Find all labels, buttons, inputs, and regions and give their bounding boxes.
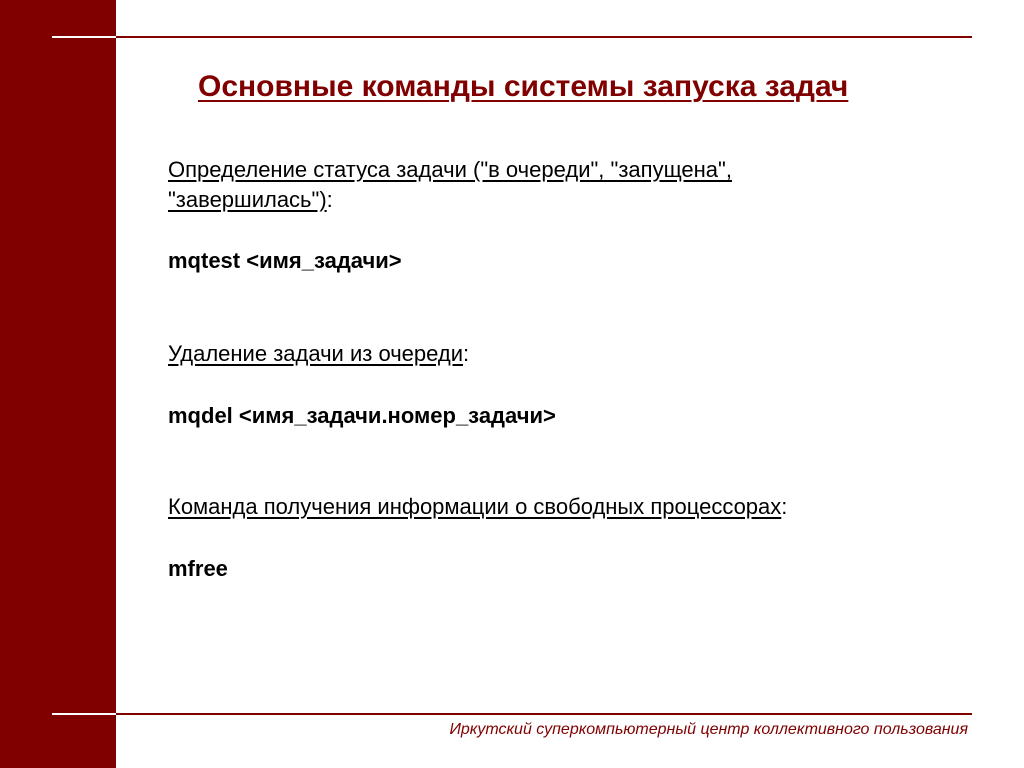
top-rule-left-segment bbox=[52, 36, 116, 38]
command-mqtest: mqtest <имя_задачи> bbox=[168, 248, 402, 273]
section-free-text: Команда получения информации о свободных процессорах bbox=[168, 494, 782, 519]
section-status-description bbox=[168, 155, 732, 215]
bottom-rule-left-segment bbox=[52, 713, 116, 715]
section-free-description bbox=[168, 492, 787, 522]
section-delete-text: Удаление задачи из очереди bbox=[168, 341, 464, 366]
slide-title: Основные команды системы запуска задач bbox=[198, 70, 849, 103]
command-mfree: mfree bbox=[168, 556, 228, 581]
section-status-text-line2: "завершилась") bbox=[168, 187, 327, 212]
bottom-rule bbox=[116, 713, 972, 715]
footer-organization: Иркутский суперкомпьютерный центр коллективного пользования bbox=[449, 721, 968, 738]
section-delete-colon: : bbox=[463, 341, 470, 366]
section-free-colon: : bbox=[781, 494, 788, 519]
left-sidebar-band bbox=[0, 0, 116, 768]
command-mqdel: mqdel <имя_задачи.номер_задачи> bbox=[168, 403, 556, 428]
section-status-text-line1: Определение статуса задачи ("в очереди", "запущена", bbox=[168, 157, 732, 182]
top-rule bbox=[116, 36, 972, 38]
section-delete-description bbox=[168, 339, 469, 369]
section-status-colon: : bbox=[326, 187, 333, 212]
